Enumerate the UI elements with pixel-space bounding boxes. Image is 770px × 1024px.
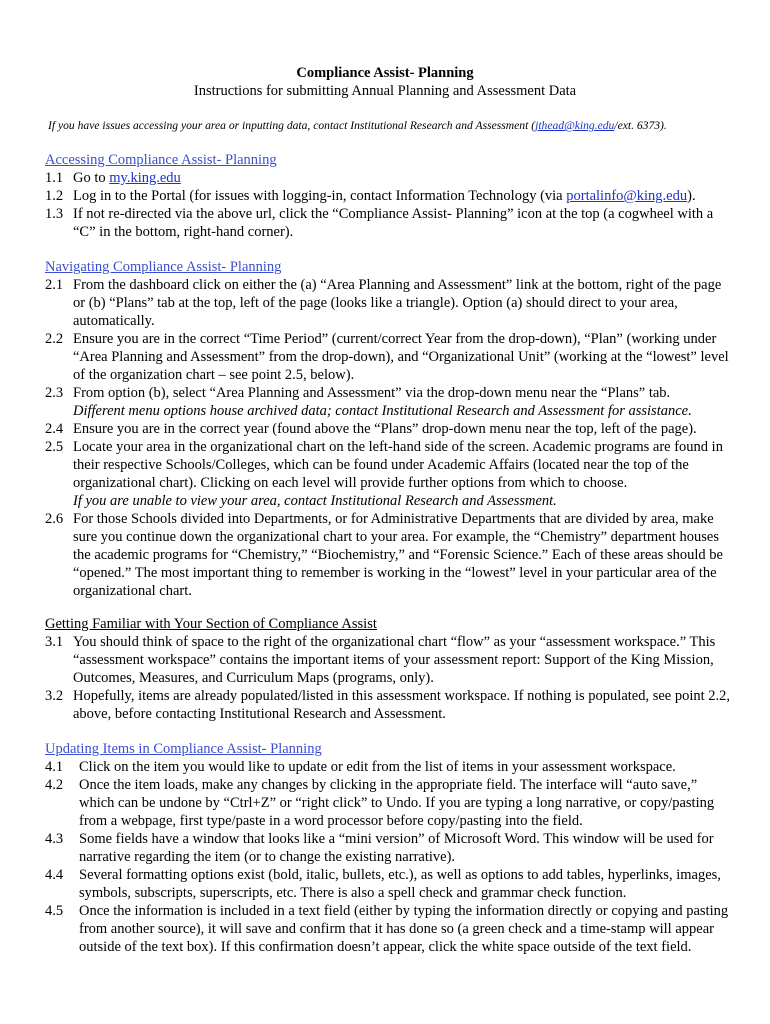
list-item [45, 420, 735, 438]
item-number: 2.1 [45, 277, 64, 293]
item-text: Some fields have a window that looks like a “mini version” of Microsoft Word. This window will be used for narrative regarding the item (or to change the existing narrative). [79, 831, 714, 865]
section-updating [45, 740, 735, 956]
section-getting-familiar [45, 615, 735, 723]
list-item [45, 866, 735, 902]
section-heading-updating[interactable]: Updating Items in Compliance Assist- Planning [45, 741, 322, 757]
item-text-part: Locate your area in the organizational chart on the left-hand side of the screen. Academic programs are found in their respective Schools/Colleges, which can be found under Academic Affairs (located near the top of the organizational chart). Clicking on each level will provide further options from which to choose. [73, 439, 723, 491]
list-item [45, 276, 735, 330]
item-text-part: Go to [73, 170, 110, 186]
item-number: 3.2 [45, 688, 64, 704]
contact-email-link[interactable]: jthead@king.edu [535, 119, 615, 132]
item-number: 2.6 [45, 511, 64, 527]
list-item [45, 758, 735, 776]
contact-note [48, 118, 748, 134]
item-number: 2.2 [45, 331, 64, 347]
list-item [45, 187, 735, 205]
list-item [45, 830, 735, 866]
item-number: 4.2 [45, 777, 64, 793]
item-text: If not re-directed via the above url, click the “Compliance Assist- Planning” icon at the top (a cogwheel with a “C” in the bottom, right-hand corner). [73, 206, 714, 240]
section-heading-navigating[interactable]: Navigating Compliance Assist- Planning [45, 259, 282, 275]
item-text: Hopefully, items are already populated/listed in this assessment workspace. If nothing is populated, see point 2.2, above, before contacting Institutional Research and Assessment. [73, 688, 731, 722]
item-number: 4.4 [45, 867, 64, 883]
list-item [45, 330, 735, 384]
item-text: Once the item loads, make any changes by clicking in the appropriate field. The interface will “auto save,” which can be undone by “Ctrl+Z” or “right click” to Undo. If you are typing a long narrative, or copy/pasting from a webpage, first type/paste in a word processor before copy/pasting into the field. [79, 777, 715, 829]
list-item [45, 510, 735, 600]
item-number: 2.3 [45, 385, 64, 401]
item-text: Several formatting options exist (bold, italic, bullets, etc.), as well as options to add tables, hyperlinks, images, symbols, subscripts, superscripts, etc. There is also a spell check and grammar check function. [79, 867, 721, 901]
item-text-part: Log in to the Portal (for issues with logging-in, contact Information Technology (via [73, 188, 567, 204]
item-number: 1.2 [45, 188, 64, 204]
list-item [45, 438, 735, 510]
item-text: For those Schools divided into Departments, or for Administrative Departments that are divided by area, make sure you continue down the organizational chart to your area. For example, the “Chemistry” department houses the academic programs for “Chemistry,” “Biochemistry,” and “Forensic Science.” Each of these areas should be “opened.” The most important thing to remember is working in the “lowest” level in your particular area of the organizational chart. [73, 511, 723, 599]
item-text: Ensure you are in the correct “Time Period” (current/correct Year from the drop-down), “Plan” (working under “Area Planning and Assessment” from the drop-down), and “Organizational Unit” (working at the “lowest” level of the organization chart – see point 2.5, below). [73, 331, 729, 383]
item-number: 2.4 [45, 421, 64, 437]
item-text: Ensure you are in the correct year (found above the “Plans” drop-down menu near the top, left of the page). [73, 421, 697, 437]
item-text [73, 169, 735, 187]
item-number: 4.1 [45, 759, 64, 775]
document-subtitle: Instructions for submitting Annual Planning and Assessment Data [193, 83, 577, 99]
item-text [73, 187, 735, 205]
section-heading-getting-familiar: Getting Familiar with Your Section of Compliance Assist [45, 616, 377, 632]
list-item [45, 205, 735, 241]
item-text: You should think of space to the right of the organizational chart “flow” as your “assessment workspace.” This “assessment workspace” contains the important items of your assessment report: Support of the King Mission, Outcomes, Measures, and Curriculum Maps (programs, only). [73, 634, 716, 686]
item-text: From the dashboard click on either the (a) “Area Planning and Assessment” link at the bottom, right of the page or (b) “Plans” tab at the top, left of the page (looks like a triangle). Option (a) should direct to your area, automatically. [73, 277, 722, 329]
item-text: Once the information is included in a text field (either by typing the information directly or copying and pasting from another source), it will save and confirm that it has done so (a green check and a time-stamp will appear outside of the text box). If this confirmation doesn’t appear, click the white space outside of the text field. [79, 903, 729, 955]
portalinfo-email-link[interactable]: portalinfo@king.edu [566, 188, 688, 204]
document-title: Compliance Assist- Planning [296, 65, 474, 81]
item-number: 2.5 [45, 439, 64, 455]
list-item [45, 687, 735, 723]
list-item [45, 384, 735, 420]
list-item [45, 633, 735, 687]
list-item [45, 169, 735, 187]
item-number: 1.3 [45, 206, 64, 222]
item-text: Click on the item you would like to update or edit from the list of items in your assessment workspace. [79, 759, 676, 775]
item-text [73, 438, 735, 510]
item-text-part: From option (b), select “Area Planning and Assessment” via the drop-down menu near the “Plans” tab. [73, 385, 671, 401]
item-italic-note: Different menu options house archived data; contact Institutional Research and Assessment for assistance. [73, 403, 692, 419]
section-navigating [45, 258, 735, 600]
item-text-part: ). [687, 188, 696, 204]
list-item [45, 776, 735, 830]
item-italic-note: If you are unable to view your area, contact Institutional Research and Assessment. [73, 493, 557, 509]
item-number: 4.5 [45, 903, 64, 919]
item-text [73, 384, 735, 420]
section-accessing [45, 151, 735, 241]
list-item [45, 902, 735, 956]
contact-note-text: If you have issues accessing your area or inputting data, contact Institutional Research and Assessment ( [48, 119, 536, 132]
section-heading-accessing[interactable]: Accessing Compliance Assist- Planning [45, 152, 277, 168]
item-number: 1.1 [45, 170, 64, 186]
item-number: 4.3 [45, 831, 64, 847]
my-king-link[interactable]: my.king.edu [109, 170, 181, 186]
item-number: 3.1 [45, 634, 64, 650]
contact-note-ext: /ext. 6373). [614, 119, 667, 132]
